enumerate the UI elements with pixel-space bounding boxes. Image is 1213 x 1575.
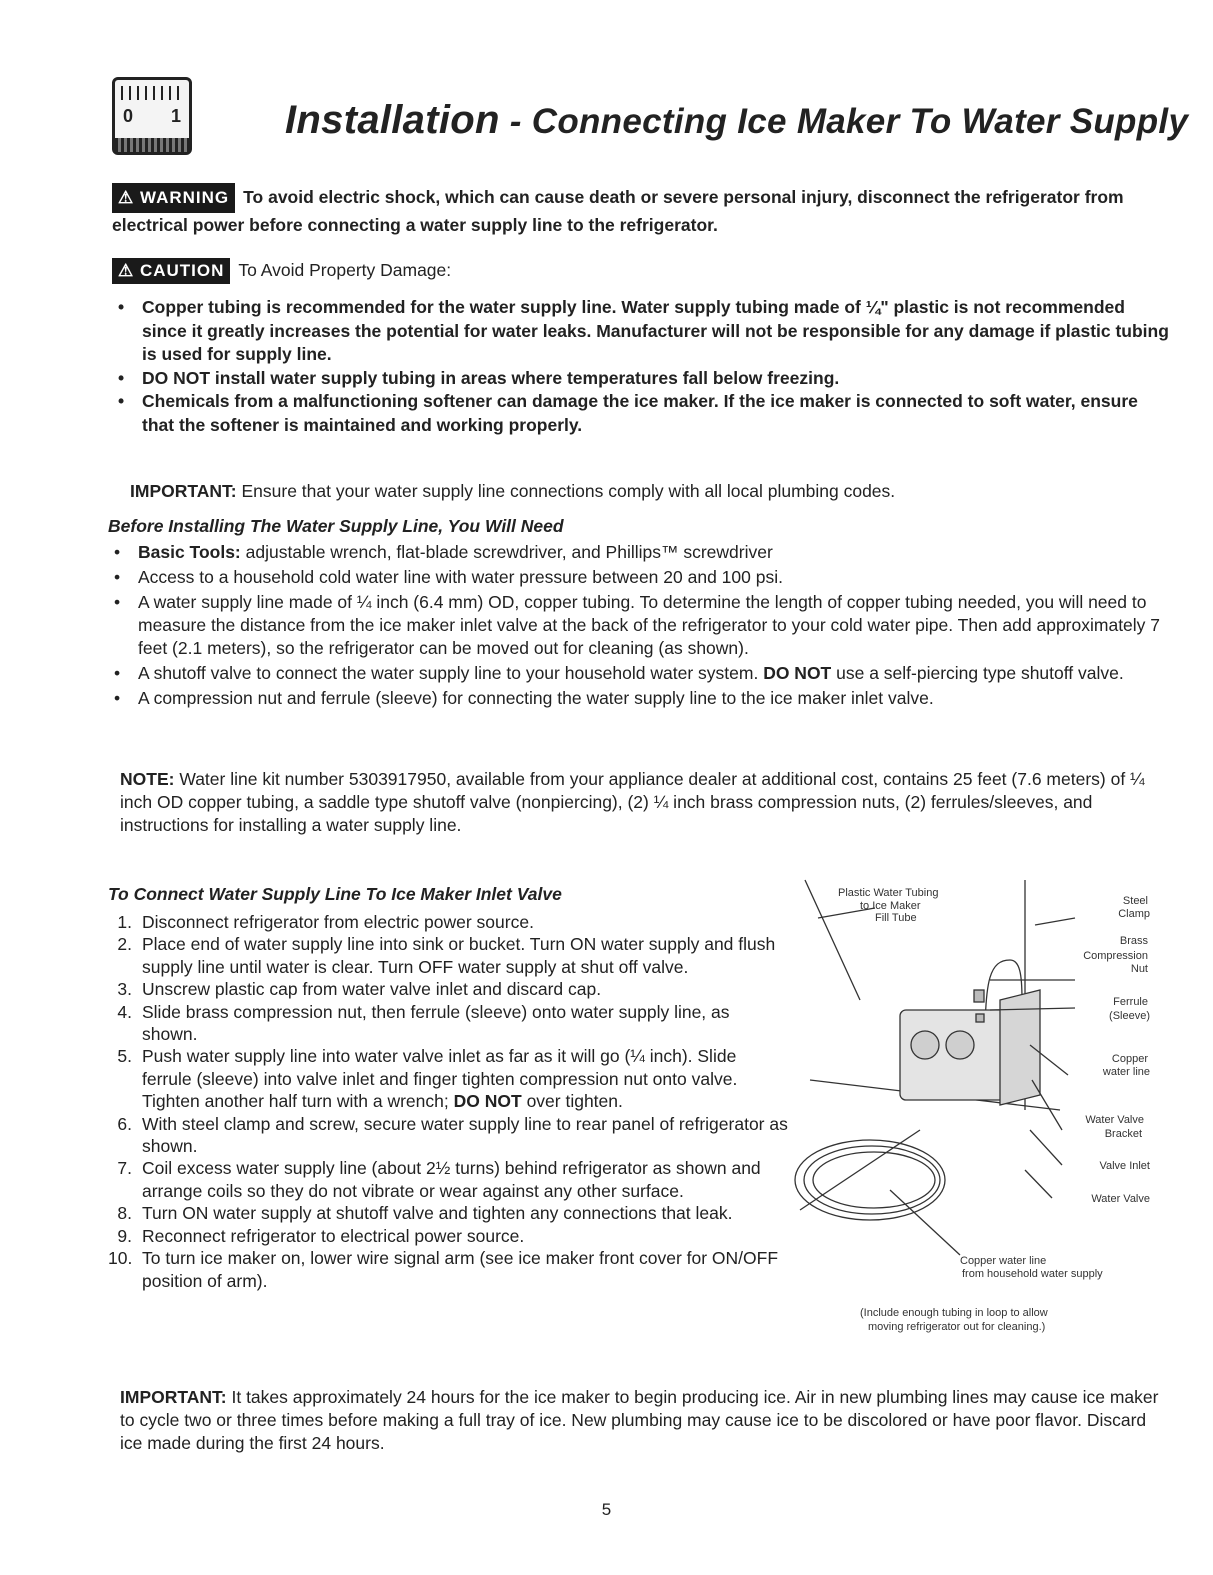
step-item xyxy=(108,1247,788,1292)
leader-household xyxy=(890,1190,960,1255)
steps-list xyxy=(108,911,788,1292)
warning-text: To avoid electric shock, which can cause death or severe personal injury, disconnect the refrigerator from electrical power before connecting a water supply line to the refrigerator. xyxy=(112,187,1124,235)
step-text: Reconnect refrigerator to electrical power source. xyxy=(142,1225,525,1246)
needs-list xyxy=(108,541,1168,710)
step-number: 5. xyxy=(117,1046,132,1067)
leader-valve xyxy=(1025,1170,1052,1198)
note-label: NOTE: xyxy=(120,769,175,789)
caution-list xyxy=(112,296,1172,437)
caution-badge: ⚠ CAUTION xyxy=(112,258,230,284)
step-item xyxy=(108,1045,788,1112)
label-valve-inlet: Valve Inlet xyxy=(1099,1160,1150,1172)
step-number: 7. xyxy=(117,1158,132,1179)
gauge-base xyxy=(115,138,189,152)
leader-bracket xyxy=(1032,1080,1062,1130)
note-block xyxy=(120,768,1170,837)
loop-note-line-2: moving refrigerator out for cleaning.) xyxy=(868,1321,1046,1333)
label-bracket: Bracket xyxy=(1104,1128,1142,1140)
before-section xyxy=(108,516,1168,712)
warning-badge: ⚠ WARNING xyxy=(112,183,235,213)
connect-heading: To Connect Water Supply Line To Ice Maker Inlet Valve xyxy=(108,884,562,904)
caution-label: CAUTION xyxy=(139,261,225,280)
caution-heading: To Avoid Property Damage: xyxy=(238,260,452,280)
step-number: 8. xyxy=(117,1203,132,1224)
step-item xyxy=(108,1225,788,1247)
shutoff-keyword: DO NOT xyxy=(763,663,832,683)
important-note-2 xyxy=(120,1386,1170,1455)
step-text: To turn ice maker on, lower wire signal arm (see ice maker front cover for ON/OFF position of arm). xyxy=(142,1248,779,1291)
important-label: IMPORTANT: xyxy=(130,481,237,501)
label-ferrule: Ferrule xyxy=(1113,996,1148,1008)
label-copper: Copper xyxy=(1111,1053,1148,1065)
shutoff-text-b: use a self-piercing type shutoff valve. xyxy=(836,663,1124,683)
step-text: Slide brass compression nut, then ferrule (sleeve) onto water supply line, as shown. xyxy=(142,1001,730,1045)
step-text: Turn ON water supply at shutoff valve and tighten any connections that leak. xyxy=(142,1203,733,1224)
step-number: 6. xyxy=(117,1113,132,1134)
ferrule-shape xyxy=(976,1014,984,1022)
page-title-rest: - Connecting Ice Maker To Water Supply xyxy=(499,102,1189,141)
label-compression: Compression xyxy=(1083,950,1148,962)
important-note-1 xyxy=(130,480,1170,503)
step-text: Coil excess water supply line (about 2½ turns) behind refrigerator as shown and arrange coils so they do not vibrate or wear against any other surface. xyxy=(142,1158,761,1201)
step-number: 10. xyxy=(108,1248,133,1269)
label-nut: Nut xyxy=(1130,963,1148,975)
step-keyword: DO NOT xyxy=(453,1091,522,1112)
needs-item-compression: • A compression nut and ferrule (sleeve) for connecting the water supply line to the ice maker inlet valve. xyxy=(108,687,1168,710)
needs-item-access: • Access to a household cold water line with water pressure between 20 and 100 psi. xyxy=(108,566,1168,589)
basic-tools-label: Basic Tools: xyxy=(138,542,241,562)
leader-steel-clamp xyxy=(1035,918,1075,925)
caution-header xyxy=(112,258,1172,284)
note-text: Water line kit number 5303917950, available from your appliance dealer at additional cost, contains 25 feet (7.6 meters) of ¼ inch OD copper tubing, a saddle type shutoff valve (nonpiercing), (2) ¼ inch brass compression nuts, (2) ferrules/sleeves, and instructions for installing a water supply line. xyxy=(120,769,1145,835)
step-number: 9. xyxy=(117,1225,132,1246)
step-number: 1. xyxy=(117,912,132,932)
step-text: With steel clamp and screw, secure water supply line to rear panel of refrigerator as shown. xyxy=(142,1113,788,1157)
label-water-line: water line xyxy=(1102,1066,1150,1078)
nut-shape xyxy=(974,990,984,1002)
important-label: IMPORTANT: xyxy=(120,1387,227,1407)
step-item xyxy=(108,1157,788,1202)
needs-item-shutoff xyxy=(108,662,1168,685)
label-water-valve: Water Valve xyxy=(1091,1193,1150,1205)
step-text: Place end of water supply line into sink or bucket. Turn ON water supply and flush supply line until water is clear. Turn OFF water supply at shut off valve. xyxy=(142,934,776,977)
step-text: Disconnect refrigerator from electric power source. xyxy=(142,912,534,932)
step-number: 3. xyxy=(117,979,132,1000)
basic-tools-text: adjustable wrench, flat-blade screwdriver, and Phillips™ screwdriver xyxy=(245,542,773,562)
label-to-ice-maker: to Ice Maker xyxy=(860,900,921,912)
page-title-main: Installation xyxy=(285,98,500,142)
label-clamp: Clamp xyxy=(1118,908,1150,920)
gauge-digits xyxy=(123,106,181,127)
label-water-valve-bracket: Water Valve xyxy=(1085,1114,1144,1126)
valve-coil-right xyxy=(946,1031,974,1059)
coil-loop-2 xyxy=(804,1146,940,1214)
caution-item: • Chemicals from a malfunctioning softener can damage the ice maker. If the ice maker is connected to soft water, ensure that the softener is maintained and working properly. xyxy=(112,390,1172,437)
important-text: Ensure that your water supply line connections comply with all local plumbing codes. xyxy=(241,481,896,501)
shutoff-text-a: A shutoff valve to connect the water supply line to your household water system. xyxy=(138,663,759,683)
label-household-supply: from household water supply xyxy=(962,1268,1103,1280)
label-copper-household: Copper water line xyxy=(960,1255,1047,1267)
label-sleeve: (Sleeve) xyxy=(1109,1010,1150,1022)
warning-block xyxy=(112,183,1162,237)
step-text: Unscrew plastic cap from water valve inlet and discard cap. xyxy=(142,979,602,1000)
caution-block xyxy=(112,258,1172,437)
label-steel: Steel xyxy=(1122,895,1148,907)
step-text: Push water supply line into water valve inlet as far as it will go (¼ inch). Slide ferrule (sleeve) into valve inlet and finger tighten compression nut onto valve. Tighten another half turn with a wrench; xyxy=(142,1046,738,1112)
diagram-loop-note xyxy=(860,1306,1160,1334)
step-text-end: over tighten. xyxy=(526,1091,623,1112)
caution-item: • Copper tubing is recommended for the water supply line. Water supply tubing made of ¼" plastic is not recommended since it greatly increases the potential for water leaks. Manufacturer will not be responsible for any damage if plastic tubing is used for supply line. xyxy=(112,296,1172,367)
caution-item: • DO NOT install water supply tubing in areas where temperatures fall below freezing. xyxy=(112,367,1172,391)
page-title xyxy=(285,98,1188,143)
needs-item-supply: • A water supply line made of ¼ inch (6.4 mm) OD, copper tubing. To determine the length of copper tubing needed, you will need to measure the distance from the ice maker inlet valve at the back of the refrigerator to your cold water pipe. Then add approximately 7 feet (2.1 meters), so the refrigerator can be moved out for cleaning (as shown). xyxy=(108,591,1168,660)
loop-note-line-1: (Include enough tubing in loop to allow xyxy=(860,1307,1048,1319)
valve-coil-left xyxy=(911,1031,939,1059)
step-item xyxy=(108,911,788,933)
connect-section xyxy=(108,884,788,1292)
before-heading: Before Installing The Water Supply Line, You Will Need xyxy=(108,516,564,536)
water-valve-diagram xyxy=(800,880,1170,1280)
step-item xyxy=(108,1202,788,1224)
important-text: It takes approximately 24 hours for the ice maker to begin producing ice. Air in new plumbing lines may cause ice maker to cycle two or three times before making a full tray of ice. New plumbing may cause ice to be discolored or have poor flavor. Discard ice made during the first 24 hours. xyxy=(120,1387,1159,1453)
ruler-ticks xyxy=(121,86,183,100)
page-number: 5 xyxy=(601,1500,612,1519)
needs-item-tools xyxy=(108,541,1168,564)
gauge-digit-1: 1 xyxy=(170,106,181,126)
label-plastic-tubing: Plastic Water Tubing xyxy=(838,887,939,899)
step-item xyxy=(108,933,788,978)
step-number: 4. xyxy=(117,1001,132,1022)
step-item xyxy=(108,1113,788,1158)
ruler-gauge-icon xyxy=(112,77,192,155)
step-item xyxy=(108,1001,788,1046)
gauge-digit-0: 0 xyxy=(123,106,134,126)
label-brass: Brass xyxy=(1119,935,1148,947)
label-fill-tube: Fill Tube xyxy=(875,912,917,924)
leader-inlet xyxy=(1030,1130,1062,1165)
step-number: 2. xyxy=(117,934,132,955)
step-item xyxy=(108,978,788,1000)
floor-edge-line xyxy=(800,1130,920,1210)
warning-label: WARNING xyxy=(139,188,230,207)
